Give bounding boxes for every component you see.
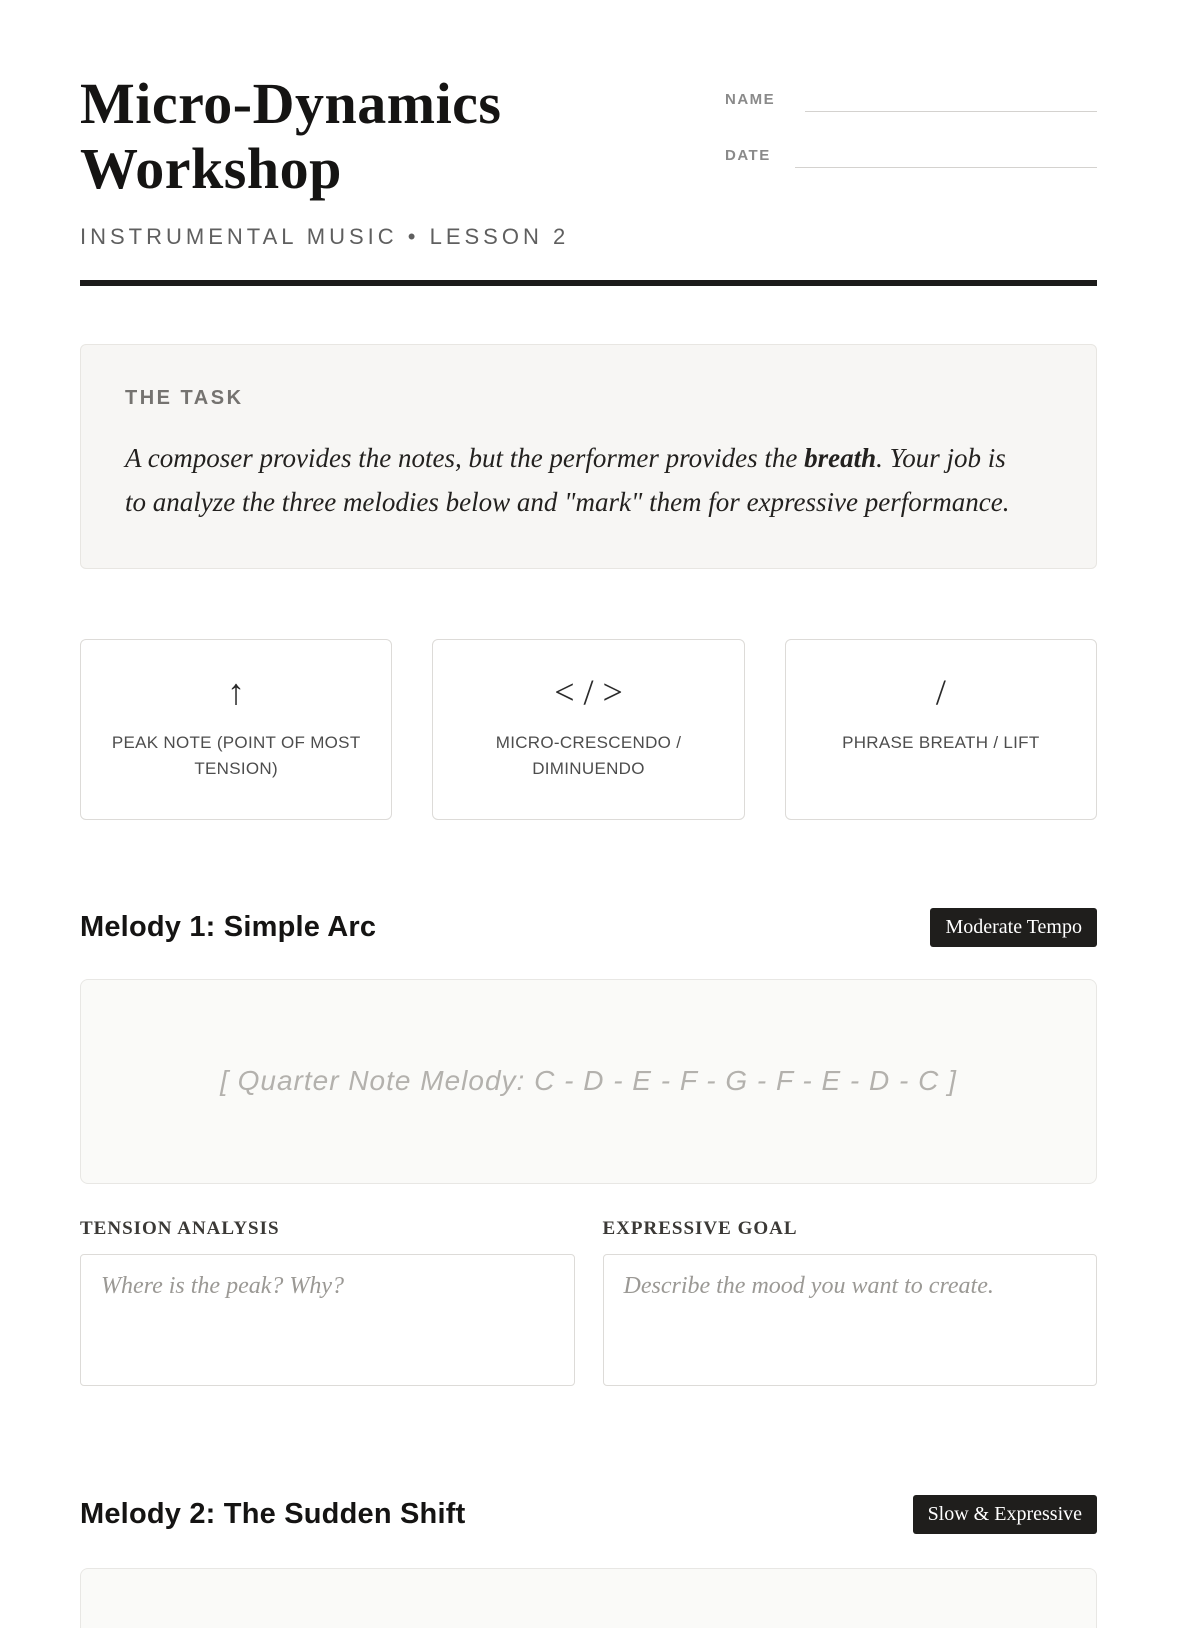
date-label: DATE: [725, 147, 771, 164]
task-label: THE TASK: [125, 386, 244, 409]
page-subtitle: INSTRUMENTAL MUSIC • LESSON 2: [80, 223, 570, 249]
legend-card-crescendo: [432, 639, 744, 820]
melody1-notation-box[interactable]: [80, 979, 1097, 1184]
legend-row: [80, 639, 1097, 820]
task-text: [125, 436, 1025, 524]
legend-card-phrase-breath: [785, 639, 1097, 820]
task-text-bold: breath: [804, 442, 877, 473]
header-divider: [80, 280, 1097, 286]
task-text-after: . Your job is to analyze the three melodies below and "mark" them for expressive performance.: [125, 442, 1010, 517]
expressive-goal-column: [603, 1218, 1098, 1391]
melody1-header: [80, 908, 1097, 947]
melody1-tempo-badge: Moderate Tempo: [930, 908, 1097, 947]
name-input-line[interactable]: [805, 86, 1097, 112]
worksheet-page: [80, 0, 1097, 1628]
name-date-block: [725, 72, 1097, 198]
breath-slash-icon: /: [935, 671, 946, 712]
date-input-line[interactable]: [795, 142, 1097, 168]
legend-label: PEAK NOTE (POINT OF MOST TENSION): [111, 732, 361, 779]
melody1-notation-text: [ Quarter Note Melody: C - D - E - F - G - F - E - D - C ]: [220, 1065, 957, 1097]
melody1-title: Melody 1: Simple Arc: [80, 910, 377, 943]
melody2-tempo-badge: Slow & Expressive: [913, 1495, 1097, 1534]
melody2-header: [80, 1495, 1097, 1534]
name-label: NAME: [725, 91, 776, 108]
melody2-title: Melody 2: The Sudden Shift: [80, 1497, 466, 1530]
melody1-fields: [80, 1218, 1097, 1391]
expressive-goal-input[interactable]: [603, 1254, 1098, 1386]
legend-card-peak-note: [80, 639, 392, 820]
task-box: [80, 344, 1097, 569]
expressive-goal-label: EXPRESSIVE GOAL: [602, 1217, 798, 1239]
task-text-before: A composer provides the notes, but the performer provides the: [125, 442, 805, 473]
page-title: Micro-Dynamics Workshop: [80, 71, 502, 201]
name-row: [725, 86, 1097, 112]
header: [80, 72, 1097, 250]
crescendo-diminuendo-icon: < / >: [554, 671, 623, 712]
tension-analysis-label: TENSION ANALYSIS: [80, 1217, 280, 1239]
melody2-notation-box[interactable]: [80, 1568, 1097, 1628]
tension-analysis-input[interactable]: [80, 1254, 575, 1386]
tension-analysis-column: [80, 1218, 575, 1391]
title-block: [80, 72, 640, 250]
legend-label: MICRO-CRESCENDO / DIMINUENDO: [495, 732, 682, 779]
legend-label: PHRASE BREATH / LIFT: [842, 732, 1040, 752]
peak-arrow-icon: ↑: [227, 671, 246, 712]
date-row: [725, 142, 1097, 168]
